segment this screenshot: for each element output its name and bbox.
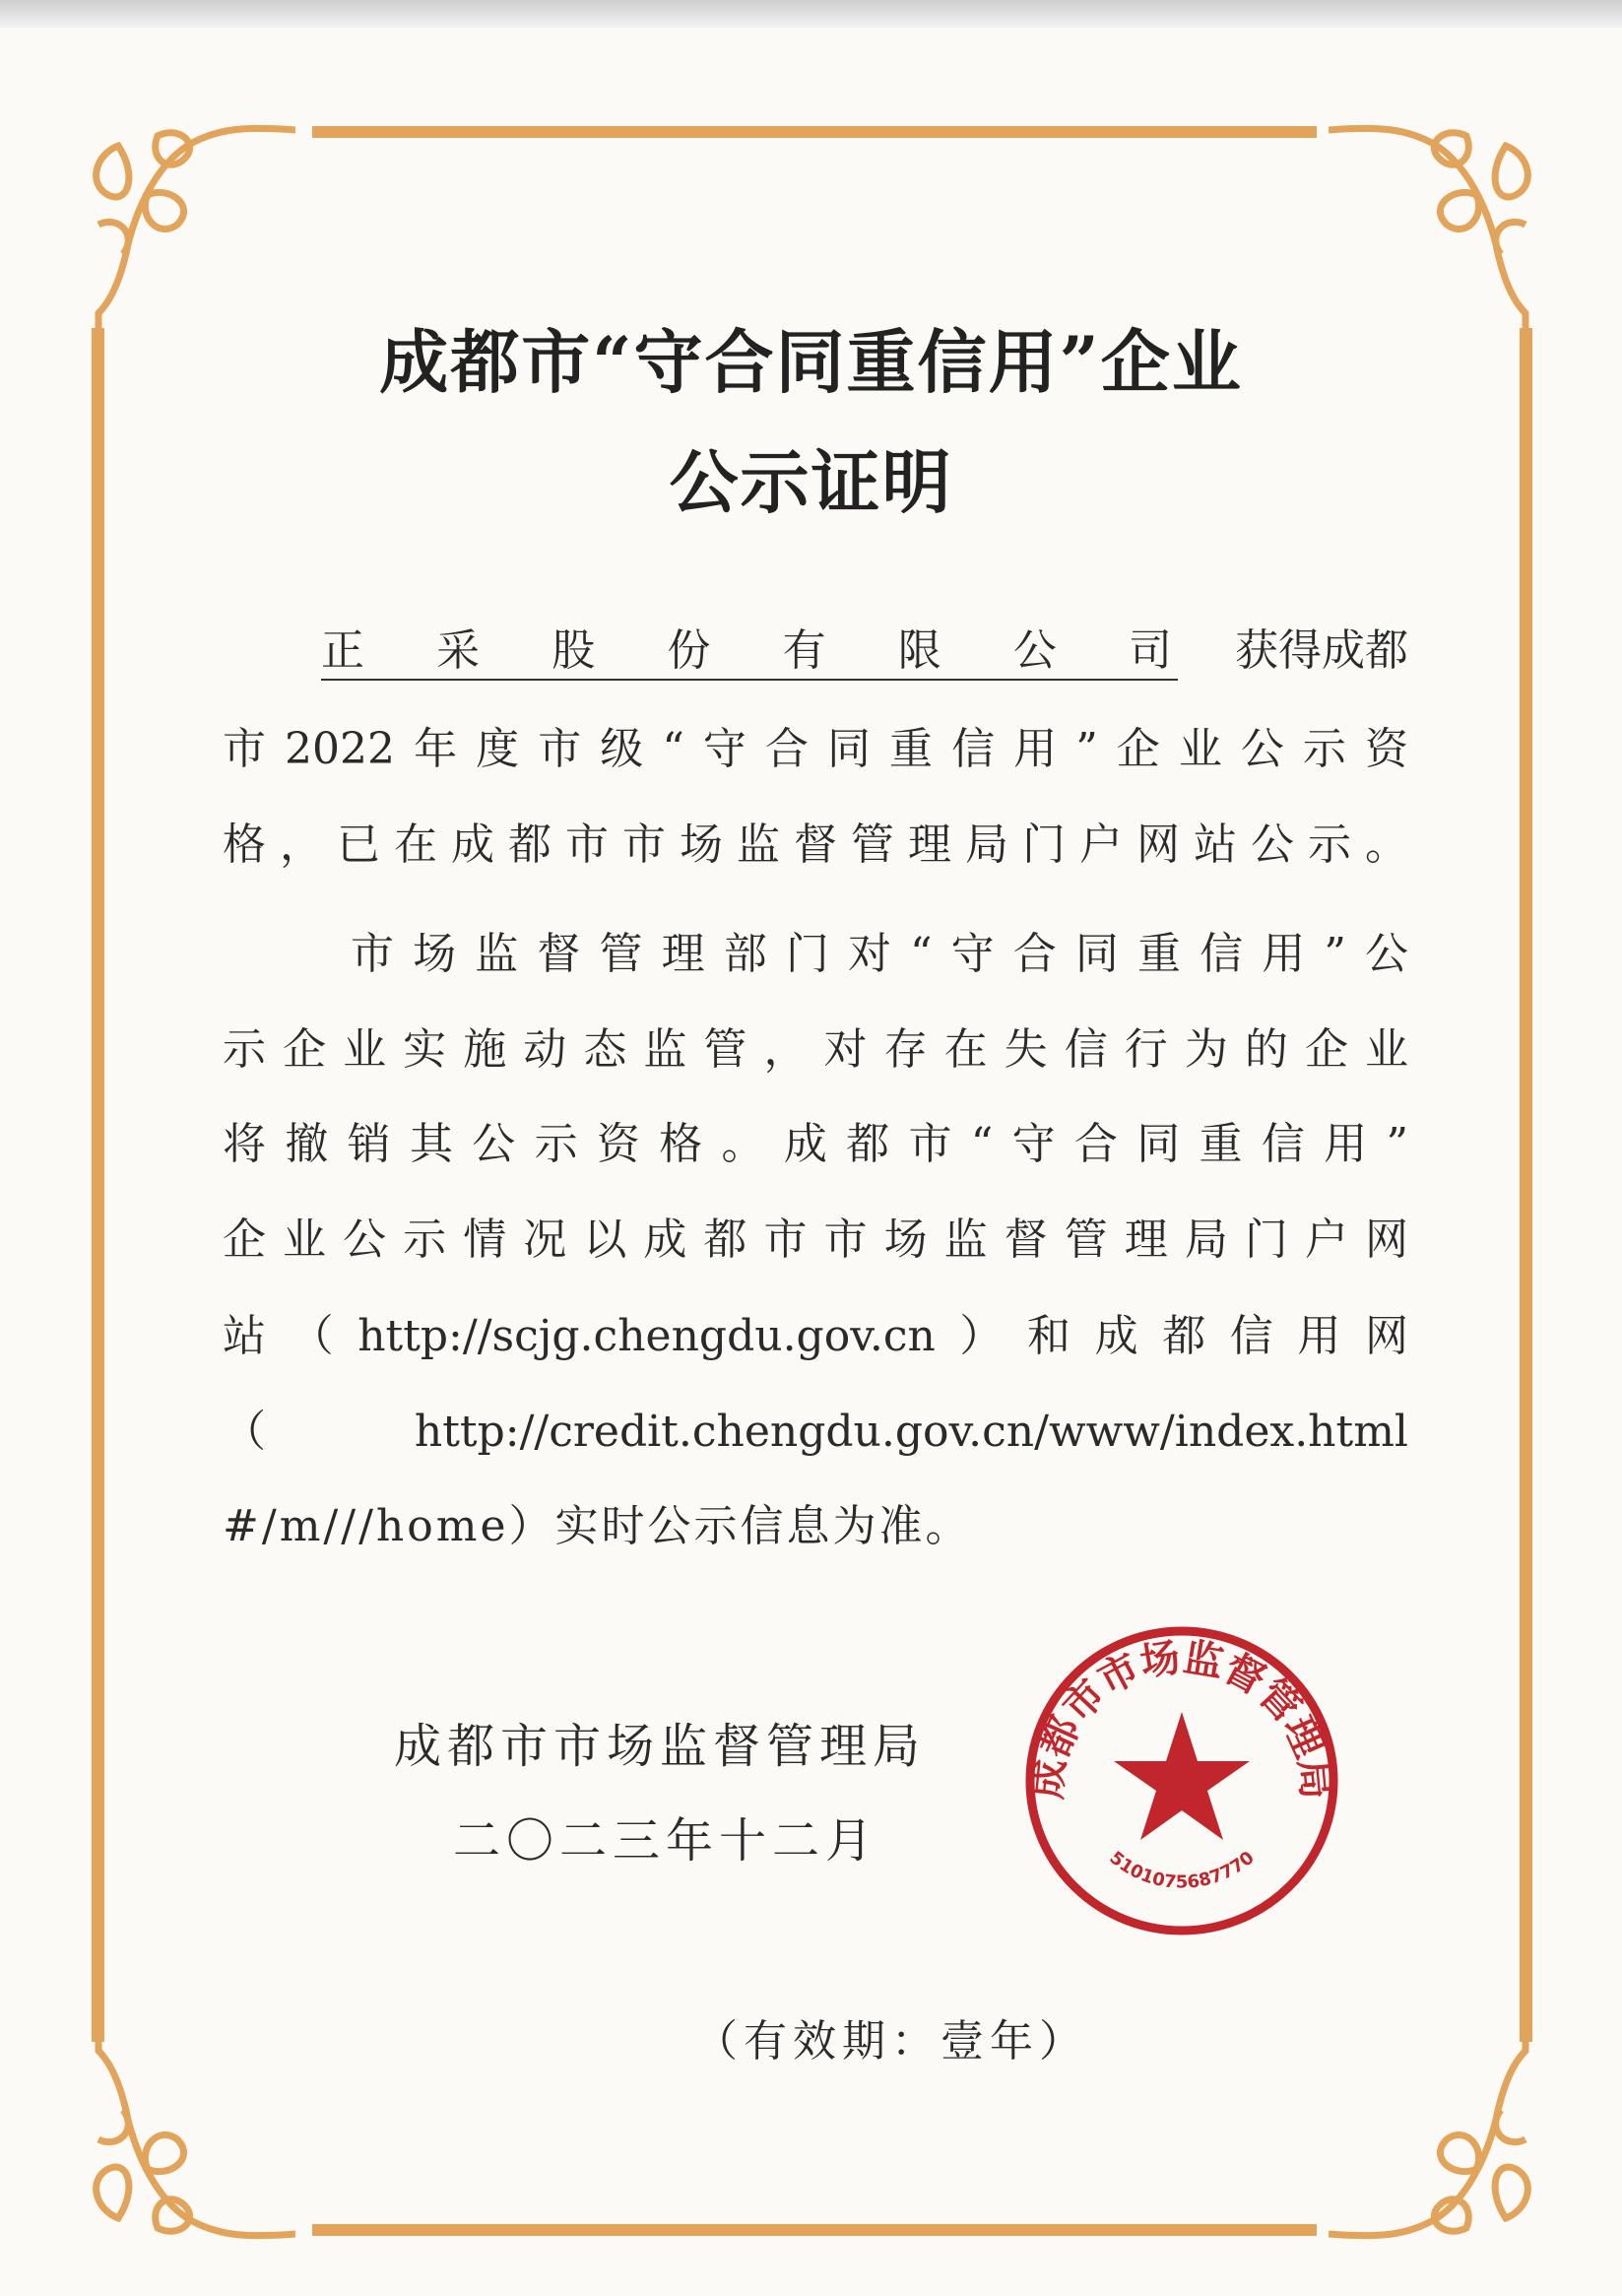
document-subtitle: 公示证明 [669,441,953,523]
star-icon [1114,1712,1250,1840]
body-line: 格，已在成都市市场监督管理局门户网站公示。 [223,820,1408,870]
company-name: 正采股份有限公司 [321,623,1178,681]
validity-period: （有效期：壹年） [694,2016,1088,2066]
body-line: 示企业实施动态监管，对存在失信行为的企业 [223,1024,1408,1075]
body-line: 企业公示情况以成都市市场监督管理局门户网 [223,1214,1408,1265]
floral-corner-icon [1329,2031,1545,2248]
border-top [312,126,1317,138]
issuer-name: 成都市市场监督管理局 [394,1719,927,1774]
body-line: 市场监督管理部门对“守合同重信用”公 [351,929,1408,979]
border-right [1520,328,1532,2042]
floral-corner-icon [79,116,295,333]
svg-text:5101075687770 [1105,1848,1258,1893]
body-line: 市2022年度市级“守合同重信用”企业公示资 [223,724,1408,774]
scan-edge-shadow [0,0,1622,28]
body-text: 获得成都 [1235,625,1408,676]
floral-corner-icon [1329,116,1545,333]
issue-date: 二〇二三年十二月 [453,1813,879,1869]
official-seal [1024,1625,1339,1936]
border-bottom [312,2224,1317,2236]
body-line: #/m///home）实时公示信息为准。 [223,1501,972,1551]
body-line: 将撤销其公示资格。成都市“守合同重信用” [223,1119,1408,1169]
body-line: （http://credit.chengdu.gov.cn/www/index.html [223,1407,1408,1457]
document-title: 成都市“守合同重信用”企业 [379,321,1243,403]
floral-corner-icon [79,2031,295,2248]
body-line: 站（http://scjg.chengdu.gov.cn）和成都信用网 [223,1311,1408,1361]
seal-code: 5101075687770 [1105,1847,1259,1893]
seal-text: 成都市市场监督管理局 [1024,1634,1339,1802]
border-left [92,328,104,2042]
body-line-company [223,622,1408,681]
